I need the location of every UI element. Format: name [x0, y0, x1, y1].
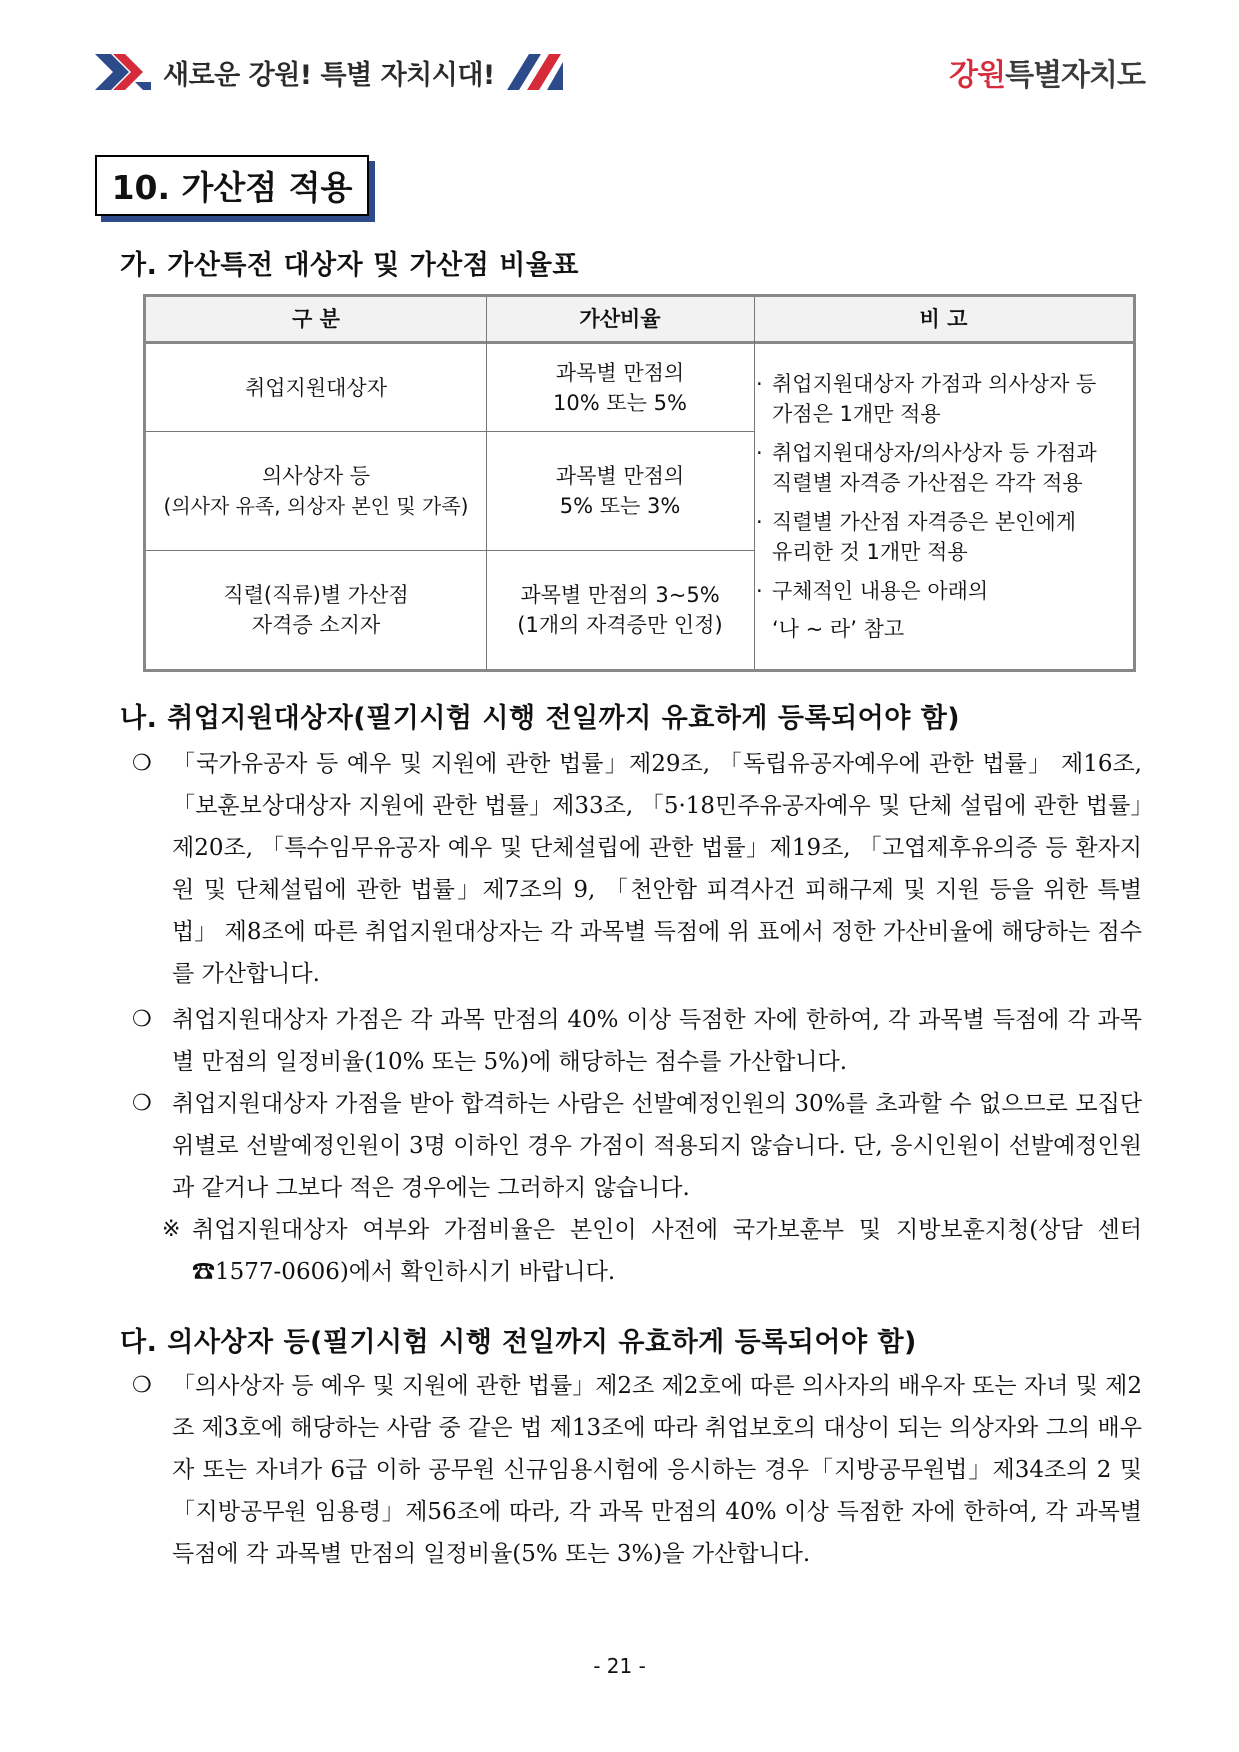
- category-subtext: 자격증 소지자: [251, 612, 381, 637]
- list-item: [132, 1365, 1142, 1575]
- remark-line: 직렬별 가산점 자격증은 본인에게: [772, 510, 1077, 534]
- rate-line: 과목별 만점의: [555, 463, 685, 488]
- slogan-banner: [95, 50, 563, 94]
- paragraph-text: 「국가유공자 등 예우 및 지원에 관한 법률」제29조, 「독립유공자예우에 관한 법률」 제16조, 「보훈보상대상자 지원에 관한 법률」제33조, 「5·18민주유공자예우 및 단체 설립에 관한 법률」제20조, 「특수임무유공자 예우 및 단체설립에 관한 법률」제19조, 「고엽제후유의증 등 환자지원 및 단체설립에 관한 법률」제7조의 9, 「천안함 피격사건 피해구제 및 지원 등을 위한 특별법」 제8조에 따른 취업지원대상자는 각 과목별 득점에 위 표에서 정한 가산비율에 해당하는 점수를 가산합니다.: [172, 751, 1142, 987]
- note-item: [132, 1209, 1142, 1293]
- table-row: [146, 431, 486, 550]
- paragraph-text: 취업지원대상자 가점은 각 과목 만점의 40% 이상 득점한 자에 한하여, 각 과목별 득점에 각 과목별 만점의 일정비율(10% 또는 5%)에 해당하는 점수를 가산합니다.: [172, 1007, 1142, 1075]
- bonus-rate-table: [143, 294, 1136, 672]
- list-item: [132, 999, 1142, 1083]
- paragraph-text: 취업지원대상자 가점을 받아 합격하는 사람은 선발예정인원의 30%를 초과할 수 없으므로 모집단위별로 선발예정인원이 3명 이하인 경우 가점이 적용되지 않습니다. 단, 응시인원이 선발예정인원과 같거나 그보다 적은 경우에는 그러하지 않습니다.: [172, 1091, 1142, 1201]
- remark-line: 가점은 1개만 적용: [772, 402, 941, 426]
- category-subtext: (의사자 유족, 의상자 본인 및 가족): [163, 493, 469, 518]
- column-divider: [754, 297, 755, 669]
- table-header-row: [146, 297, 1133, 344]
- rate-cell: [486, 550, 754, 669]
- category-cell: 의사상자 등: [261, 463, 371, 488]
- rate-line: (1개의 자격증만 인정): [517, 612, 723, 637]
- remark-line: 구체적인 내용은 아래의: [772, 579, 989, 603]
- slash-left-icon: [95, 54, 151, 90]
- reference-mark: ※: [162, 1217, 181, 1242]
- remark-item: · 직렬별 가산점 자격증은 본인에게 유리한 것 1개만 적용: [756, 507, 1126, 567]
- slash-right-icon: [507, 54, 563, 90]
- category-cell: 취업지원대상자: [244, 375, 387, 400]
- bullet-icon: ❍: [132, 1091, 152, 1116]
- remark-line: 취업지원대상자 가점과 의사상자 등: [772, 372, 1097, 396]
- remark-line: ‘나 ~ 라’ 참고: [772, 617, 905, 641]
- table-header-remarks: 비 고: [919, 307, 968, 331]
- subsection-a-title: 가. 가산특전 대상자 및 가산점 비율표: [120, 250, 579, 281]
- subsection-c-body: [132, 1365, 1142, 1575]
- remark-item: · 구체적인 내용은 아래의 ‘나 ~ 라’ 참고: [756, 576, 1126, 644]
- rate-line: 과목별 만점의 3~5%: [520, 582, 720, 607]
- slogan-text: 새로운 강원! 특별 자치시대!: [163, 59, 495, 91]
- rate-line: 과목별 만점의: [555, 360, 685, 385]
- rate-cell: [486, 431, 754, 550]
- subsection-c-title: 다. 의사상자 등(필기시험 시행 전일까지 유효하게 등록되어야 함): [120, 1327, 917, 1358]
- remark-item: · 취업지원대상자/의사상자 등 가점과 직렬별 자격증 가산점은 각각 적용: [756, 438, 1126, 498]
- bullet-icon: ❍: [132, 1007, 152, 1032]
- remark-line: 취업지원대상자/의사상자 등 가점과: [772, 441, 1097, 465]
- category-cell: 직렬(직류)별 가산점: [223, 582, 409, 607]
- table-row: [146, 550, 486, 669]
- page-header: [95, 50, 1145, 94]
- paragraph-text: 「의사상자 등 예우 및 지원에 관한 법률」제2조 제2호에 따른 의사자의 배우자 또는 자녀 및 제2조 제3호에 해당하는 사람 중 같은 법 제13조에 따라 취업보호의 대상이 되는 의상자와 그의 배우자 또는 자녀가 6급 이하 공무원 신규임용시험에 응시하는 경우「지방공무원법」제34조의 2 및「지방공무원 임용령」제56조에 따라, 각 과목 만점의 40% 이상 득점한 자에 한하여, 각 과목별 득점에 각 과목별 만점의 일정비율(5% 또는 3%)을 가산합니다.: [172, 1373, 1142, 1567]
- org-logo-rest: 특별자치도: [1005, 58, 1145, 93]
- note-text: 취업지원대상자 여부와 가점비율은 본인이 사전에 국가보훈부 및 지방보훈지청(상담 센터 ☎1577-0606)에서 확인하시기 바랍니다.: [192, 1217, 1142, 1285]
- table-header-category: 구 분: [292, 307, 340, 331]
- page-number: - 21 -: [593, 1654, 646, 1678]
- table-header-rate: 가산비율: [579, 307, 661, 331]
- table-row: [146, 344, 486, 431]
- rate-cell: [486, 344, 754, 431]
- remark-line: 유리한 것 1개만 적용: [772, 540, 968, 564]
- bullet-icon: ❍: [132, 1373, 152, 1398]
- list-item: [132, 743, 1142, 995]
- list-item: [132, 1083, 1142, 1209]
- rate-line: 5% 또는 3%: [559, 493, 681, 518]
- remark-item: · 취업지원대상자 가점과 의사상자 등 가점은 1개만 적용: [756, 369, 1126, 429]
- subsection-b-title: 나. 취업지원대상자(필기시험 시행 전일까지 유효하게 등록되어야 함): [120, 703, 961, 734]
- rate-line: 10% 또는 5%: [553, 390, 687, 415]
- org-logo-accent: 강원: [949, 58, 1006, 93]
- bullet-icon: ❍: [132, 751, 152, 776]
- subsection-b-body: [132, 743, 1142, 1293]
- org-logo: [949, 50, 1145, 94]
- remark-line: 직렬별 자격증 가산점은 각각 적용: [772, 471, 1083, 495]
- remarks-cell: [756, 369, 1126, 653]
- section-title: 10. 가산점 적용: [95, 155, 369, 216]
